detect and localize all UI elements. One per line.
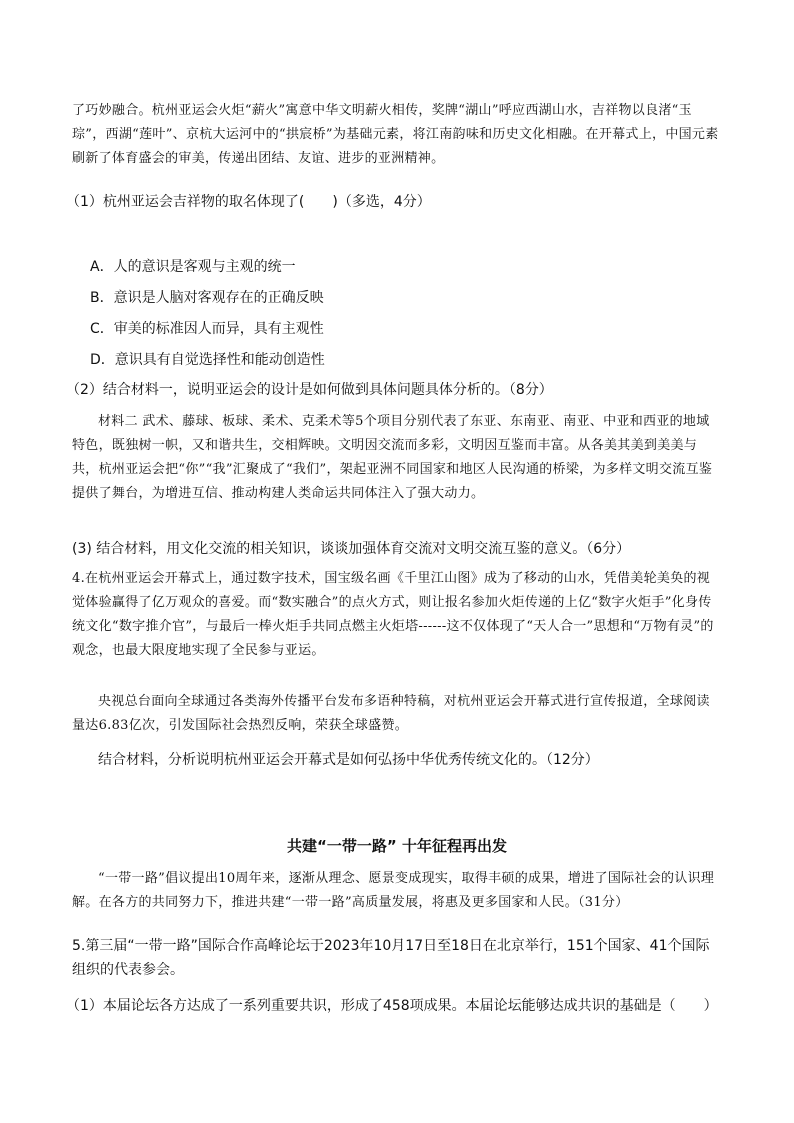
question-4-prompt: 结合材料，分析说明杭州亚运会开幕式是如何弘扬中华优秀传统文化的。（12分） (98, 752, 599, 768)
question-1: （1）杭州亚运会吉祥物的取名体现了( )（多选，4分） (66, 194, 431, 210)
option-b: B．意识是人脑对客观存在的正确反映 (90, 290, 324, 306)
option-a: A．人的意识是客观与主观的统一 (90, 259, 296, 275)
material1-continuation: 了巧妙融合。杭州亚运会火炬“薪火”寓意中华文明薪火相传，奖牌“湖山”呼应西湖山水，吉祥物以良渚“玉琮”，西湖“莲叶”、京杭大运河中的“拱宸桥”为基础元素，将江南韵味和历史文化相融。在开幕式上，中国元素刷新了体育盛会的审美，传递出团结、友谊、进步的亚洲精神。 (72, 103, 719, 166)
section2-intro: “一带一路”倡议提出10周年来，逐渐从理念、愿景变成现实，取得丰硕的成果，增进了国际社会的认识理解。在各方的共同努力下，推进共建“一带一路”高质量发展，将惠及更多国家和人民。（31分） (72, 871, 715, 910)
option-d: D．意识具有自觉选择性和能动创造性 (90, 352, 325, 368)
question-5: 5.第三届“一带一路”国际合作高峰论坛于2023年10月17日至18日在北京举行，151个国家、41个国际组织的代表参会。 (72, 938, 710, 978)
question-4-material: 4.在杭州亚运会开幕式上，通过数字技术，国宝级名画《千里江山图》成为了移动的山水，凭借美轮美奂的视觉体验赢得了亿万观众的喜爱。而“数实融合”的点火方式，则让报名参加火炬传递的上亿“数字火炬手”化身传统文化“数字推介官”，与最后一棒火炬手共同点燃主火炬塔------这不仅体现了“天人合一”思想和“万物有灵”的观念，也最大限度地实现了全民参与亚运。 (72, 571, 714, 658)
material2: 材料二 武术、藤球、板球、柔术、克柔术等5个项目分别代表了东亚、东南亚、南亚、中亚和西亚的地域特色，既独树一帜，又和谐共生，交相辉映。文明因交流而多彩，文明因互鉴而丰富。从各美其美到美美与共，杭州亚运会把“你”“我”汇聚成了“我们”，架起亚洲不同国家和地区人民沟通的桥梁，为多样文明交流互鉴提供了舞台，为增进互信、推动构建人类命运共同体注入了强大动力。 (72, 414, 713, 501)
section-title: 共建“一带一路” 十年征程再出发 (287, 837, 507, 855)
question-5-1: （1）本届论坛各方达成了一系列重要共识，形成了458项成果。本届论坛能够达成共识的基础是（ ） (66, 998, 718, 1014)
question-3: (3) 结合材料，用文化交流的相关知识，谈谈加强体育交流对文明交流互鉴的意义。（6分） (72, 541, 631, 557)
question-2: （2）结合材料一，说明亚运会的设计是如何做到具体问题具体分析的。（8分） (66, 382, 553, 398)
question-4-material-para2: 央视总台面向全球通过各类海外传播平台发布多语种特稿，对杭州亚运会开幕式进行宣传报道，全球阅读量达6.83亿次，引发国际社会热烈反响，荣获全球盛赞。 (72, 694, 710, 733)
option-c: C．审美的标准因人而异，具有主观性 (90, 321, 324, 337)
